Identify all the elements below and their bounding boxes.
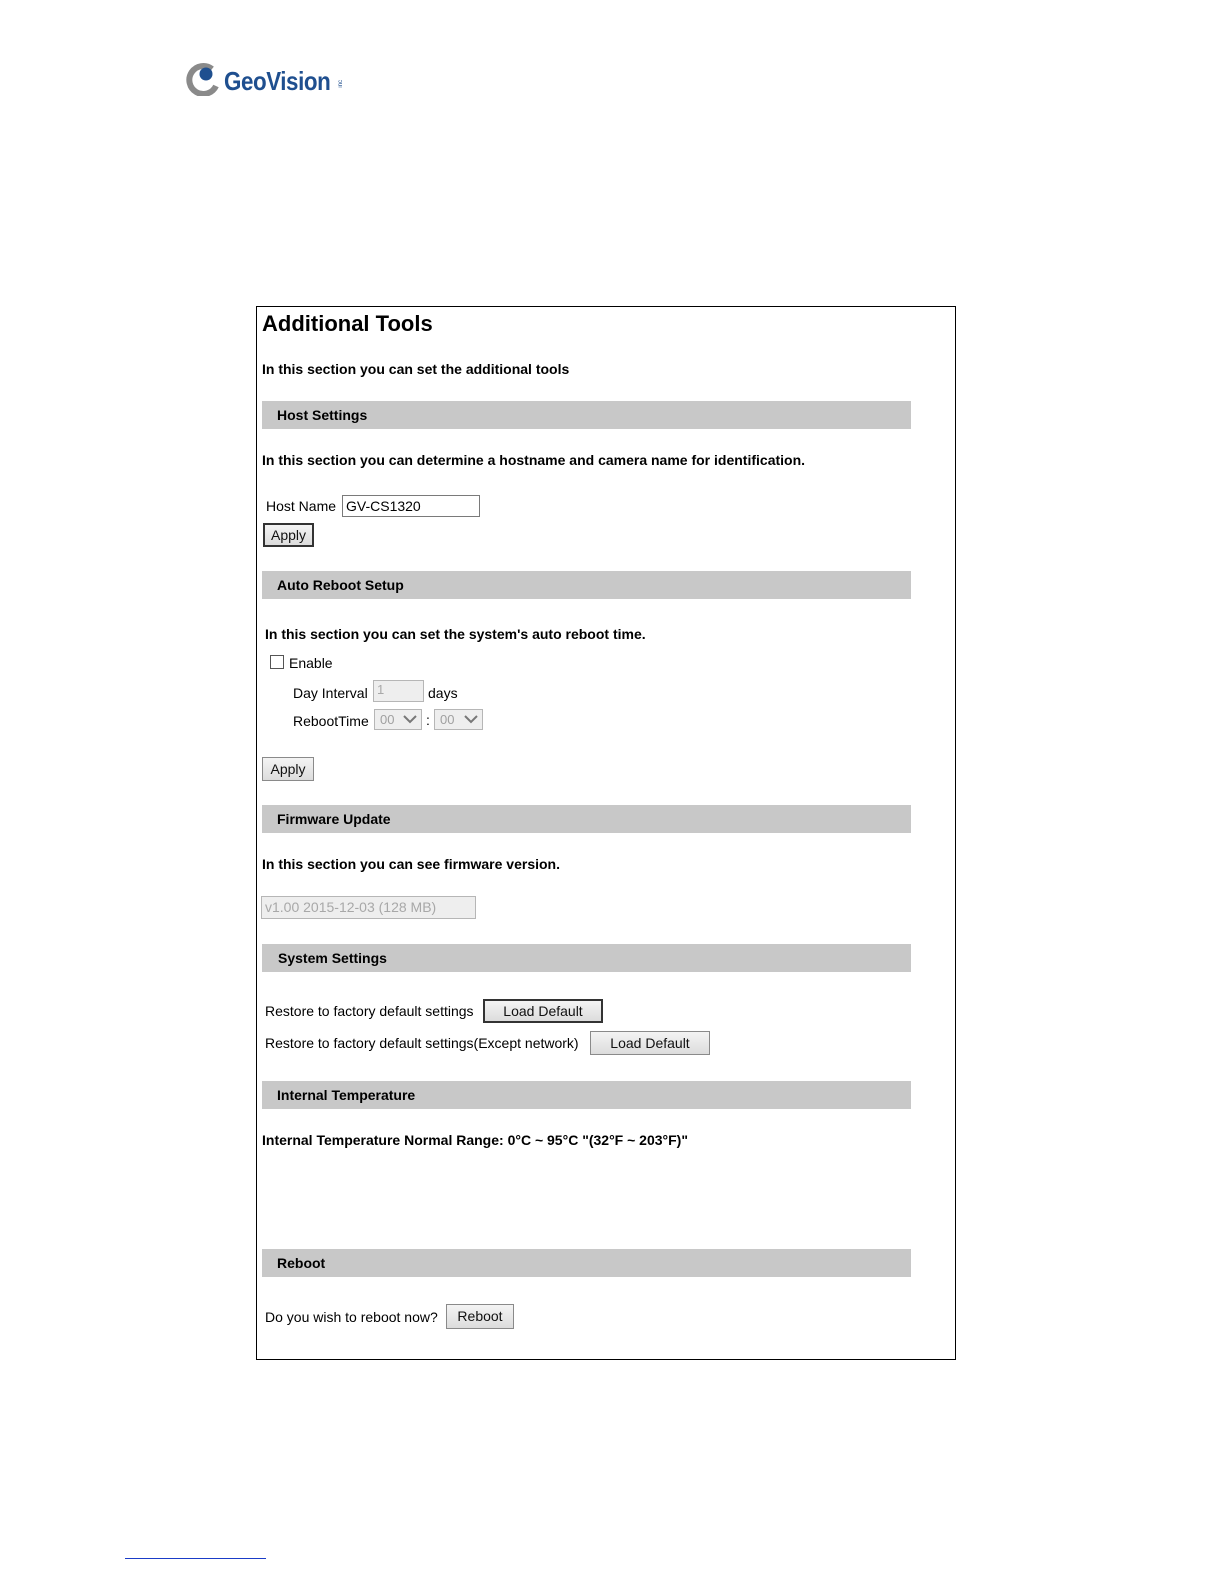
load-default-button[interactable]: Load Default [483,999,603,1023]
auto-reboot-enable-label: Enable [289,655,333,671]
restore-default-except-network-label: Restore to factory default settings(Except network) [265,1035,579,1051]
auto-reboot-title: Auto Reboot Setup [277,577,404,593]
auto-reboot-enable-checkbox[interactable] [270,655,284,669]
footer-rule [125,1558,266,1559]
reboot-minute-select[interactable] [434,709,483,730]
reboot-minute-value: 00 [440,712,455,727]
host-settings-description: In this section you can determine a hostname and camera name for identification. [262,452,806,468]
day-interval-label: Day Interval [293,685,368,701]
host-settings-header [262,401,911,429]
auto-reboot-header [262,571,911,599]
days-label: days [428,685,458,701]
brand-suffix: inc [338,80,344,88]
day-interval-input[interactable]: 1 [373,680,424,702]
system-settings-title: System Settings [278,950,387,966]
host-name-input[interactable]: GV-CS1320 [342,495,480,517]
reboot-time-separator: : [426,712,430,728]
system-settings-header [262,944,911,972]
geovision-logo [186,58,348,98]
reboot-question: Do you wish to reboot now? [265,1309,438,1325]
reboot-hour-select[interactable] [374,709,422,730]
firmware-update-title: Firmware Update [277,811,391,827]
reboot-button[interactable]: Reboot [446,1304,514,1329]
internal-temperature-title: Internal Temperature [277,1087,416,1103]
page-title: Additional Tools [262,311,433,336]
page-intro: In this section you can set the additional tools [262,361,570,377]
geovision-logo-icon [186,60,220,96]
brand-name: GeoVision [224,65,331,96]
load-default-except-network-button[interactable]: Load Default [590,1031,710,1055]
internal-temperature-range: Internal Temperature Normal Range: 0°C ~ 95°C "(32°F ~ 203°F)" [262,1132,688,1148]
additional-tools-panel [256,306,956,1360]
host-settings-apply-button[interactable]: Apply [263,523,314,547]
reboot-hour-value: 00 [380,712,395,727]
chevron-down-icon [403,715,417,724]
firmware-version-field: v1.00 2015-12-03 (128 MB) [261,896,476,919]
chevron-down-icon [464,715,478,724]
host-name-label: Host Name [266,498,337,514]
auto-reboot-apply-button[interactable]: Apply [262,757,314,781]
firmware-update-header [262,805,911,833]
auto-reboot-description: In this section you can set the system's auto reboot time. [265,626,646,642]
firmware-description: In this section you can see firmware version. [262,856,560,872]
host-settings-title: Host Settings [277,407,368,423]
reboot-header [262,1249,911,1277]
restore-default-label: Restore to factory default settings [265,1003,474,1019]
reboot-title: Reboot [277,1255,326,1271]
reboot-time-label: RebootTime [293,713,369,729]
internal-temperature-header [262,1081,911,1109]
